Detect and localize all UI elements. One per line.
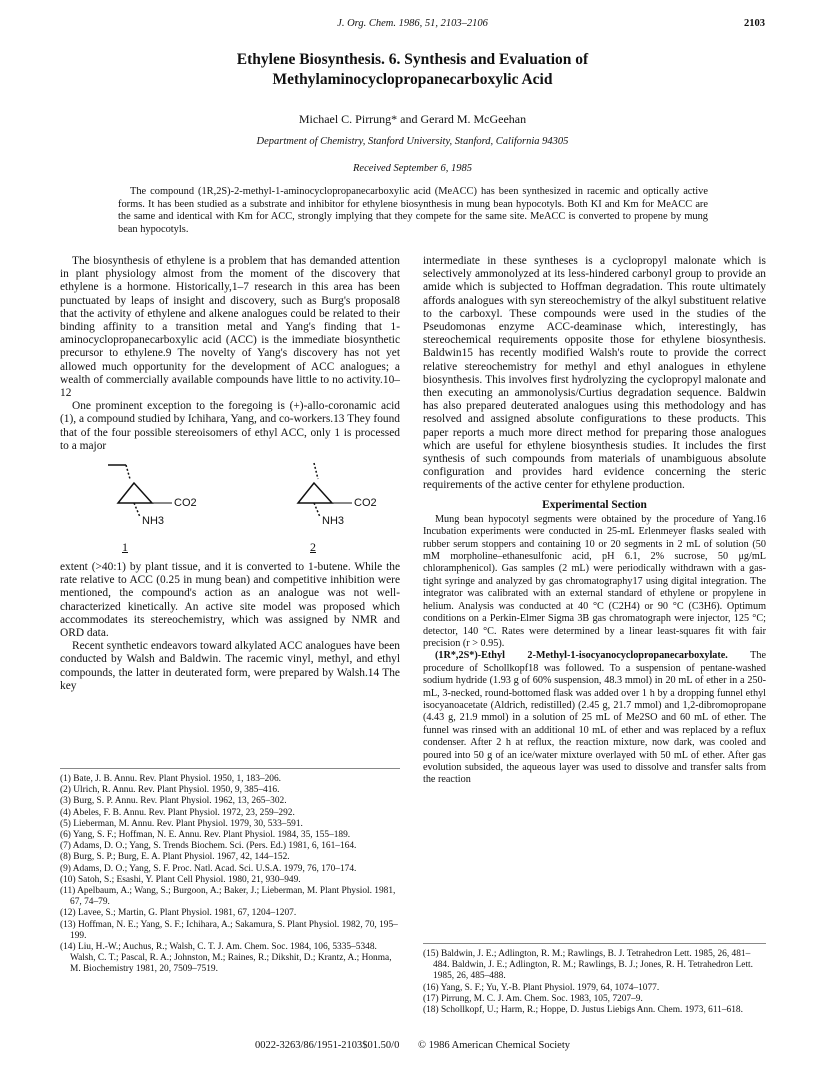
reference-item: (9) Adams, D. O.; Yang, S. F. Proc. Natl. Acad. Sci. U.S.A. 1979, 76, 170–174. bbox=[60, 863, 357, 874]
paragraph: The biosynthesis of ethylene is a problem that has demanded attention in plant physiology almost from the moment of the discovery that ethylene is a hormone. Historically,1–7 research in this area has been punctuated by leaps of insight and discovery, such as Burg's proposal8 that the activity of ethylene and alkene analogues could be related to their binding affinity to a transition metal and Yang's finding that 1-aminocyclopropanecarboxylic acid (ACC) is the immediate biosynthetic precursor to ethylene.9 The novelty of Yang's discovery has not yet allowed much opportunity for the development of ACC analogues; a wealth of commercially available compounds have little to no activity.10–12 bbox=[60, 255, 400, 400]
ammonium-label-2: NH3 bbox=[322, 515, 345, 528]
reference-item: (1) Bate, J. B. Annu. Rev. Plant Physiol. 1950, 1, 183–206. bbox=[60, 774, 282, 784]
title-line-2: Methylaminocyclopropanecarboxylic Acid bbox=[272, 71, 553, 88]
reference-item: (8) Burg, S. P.; Burg, E. A. Plant Physiol. 1967, 42, 144–152. bbox=[60, 852, 290, 863]
ammonium-label-1: NH3 bbox=[142, 515, 165, 528]
affiliation: Department of Chemistry, Stanford University, Stanford, California 94305 bbox=[256, 136, 569, 147]
paragraph bbox=[423, 650, 766, 786]
paragraph: Mung bean hypocotyl segments were obtained by the procedure of Yang.16 Incubation experiments were conducted in 25-mL Erlenmeyer flasks sealed with rubber serum stoppers and containing 10 or 20 segments in 2 mL of solution (50 mM morpholine–ethanesulfonic acid, pH 6.1, 2% sucrose, 50 μg/mL chloramphenicol). Gas samples (2 mL) were periodically withdrawn with a gas-tight syringe and analyzed by gas chromatography17 using digital integration. The integrator was calibrated with an external standard of ethylene or propylene in helium. Analysis was conducted at 40 °C (C2H4) or 90 °C (C3H6). Optimum conditions on a Perkin-Elmer Sigma 3B gas chromatograph were injector, 125 °C; detector, 140 °C. Rates were determined by a linear least-squares fit with fair precision (r > 0.95). bbox=[423, 513, 766, 649]
paragraph: extent (>40:1) by plant tissue, and it is converted to 1-butene. While the rate relative to ACC (0.25 in mung bean) and competitive inhibition were mentioned, the compound's action as an analogue was not well-characterized kinetically. An active site model was proposed which accommodates its stereochemistry, which was assigned by NMR and ORD data. bbox=[60, 561, 400, 640]
carboxylate-label-1: CO2 bbox=[174, 497, 197, 510]
reference-item: (3) Burg, S. P. Annu. Rev. Plant Physiol. 1962, 13, 265–302. bbox=[60, 796, 287, 807]
abstract: The compound (1R,2S)-2-methyl-1-aminocyclopropanecarboxylic acid (MeACC) has been synthesized in racemic and optically active forms. It has been studied as a substrate and inhibitor for ethylene biosynthesis in mung bean hypocotyls. Both KI and Km for MeACC are the same and identical with Km for ACC, strongly implying that they compete for the same site. MeACC is converted to propene by mung bean hypocotyls. bbox=[118, 186, 708, 235]
page-number: 2103 bbox=[744, 18, 765, 29]
references-right bbox=[423, 943, 766, 1016]
reference-item: (15) Baldwin, J. E.; Adlington, R. M.; Rawlings, B. J. Tetrahedron Lett. 1985, 26, 481–484. Baldwin, J. E.; Adlington, R. M.; Rawlings, B. J.; Jones, R. H. Tetrahedron Lett. 1985, 26, 485–488. bbox=[423, 949, 753, 982]
structure-2 bbox=[298, 463, 352, 517]
reference-item: (16) Yang, S. F.; Yu, Y.-B. Plant Physiol. 1979, 64, 1074–1077. bbox=[423, 982, 660, 993]
title-line-1: Ethylene Biosynthesis. 6. Synthesis and Evaluation of bbox=[236, 51, 589, 68]
received-date: Received September 6, 1985 bbox=[353, 163, 472, 174]
reference-item: (14) Liu, H.-W.; Auchus, R.; Walsh, C. T. J. Am. Chem. Soc. 1984, 106, 5335–5348. Walsh, C. T.; Pascal, R. A.; Johnston, M.; Raines, R.; Dikshit, D.; Krantz, A.; Honma, M. Biochemistry 1981, 20, 7509–7519. bbox=[60, 942, 392, 975]
reference-item: (12) Lavee, S.; Martin, G. Plant Physiol. 1981, 67, 1204–1207. bbox=[60, 908, 297, 919]
authors: Michael C. Pirrung* and Gerard M. McGeehan bbox=[298, 112, 527, 126]
reference-item: (18) Schollkopf, U.; Harm, R.; Hoppe, D. Justus Liebigs Ann. Chem. 1973, 611–618. bbox=[423, 1005, 743, 1016]
paragraph-text: The procedure of Schollkopf18 was followed. To a suspension of pentane-washed sodium hydride (1.93 g of 60% suspension, 48.3 mmol) in 20 mL of ether in a 250-mL, 3-necked, round-bottomed flask was added over 1 h by a dropping funnel ethyl isocyanoacetate (Aldrich, redistilled) (2.45 g, 21.7 mmol) and 1,2-dibromopropane (4.43 g, 21.9 mmol) in a solution of 25 mL of Me2SO and 60 mL of ether. The funnel was rinsed with an additional 10 mL of ether and was replaced by a reflux condenser. After 2 h at reflux, the reaction mixture, now dark, was cooled and poured into 50 g of an ice/water mixture overlayed with 50 mL of ether. After gas evolution subsided, the aqueous layer was used to dissolve and transfer salts from the reaction bbox=[423, 650, 766, 786]
article-title bbox=[60, 50, 765, 90]
reference-item: (4) Abeles, F. B. Annu. Rev. Plant Physiol. 1972, 23, 259–292. bbox=[60, 807, 295, 818]
compound-number-1: 1 bbox=[122, 540, 128, 555]
reference-item: (2) Ulrich, R. Annu. Rev. Plant Physiol. 1950, 9, 385–416. bbox=[60, 785, 280, 796]
section-heading: Experimental Section bbox=[542, 498, 647, 511]
reference-item: (6) Yang, S. F.; Hoffman, N. E. Annu. Rev. Plant Physiol. 1984, 35, 155–189. bbox=[60, 830, 351, 841]
compound-heading: (1R*,2S*)-Ethyl 2-Methyl-1-isocyanocyclopropanecarboxylate. bbox=[435, 650, 728, 662]
reference-item: (17) Pirrung, M. C. J. Am. Chem. Soc. 1983, 105, 7207–9. bbox=[423, 993, 643, 1004]
structure-figure bbox=[60, 457, 400, 559]
reference-item: (11) Apelbaum, A.; Wang, S.; Burgoon, A.; Baker, J.; Lieberman, M. Plant Physiol. 1981, 67, 74–79. bbox=[60, 886, 396, 908]
structure-1 bbox=[108, 465, 172, 517]
reference-item: (7) Adams, D. O.; Yang, S. Trends Biochem. Sci. (Pers. Ed.) 1981, 6, 161–164. bbox=[60, 841, 357, 852]
reference-item: (10) Satoh, S.; Esashi, Y. Plant Cell Physiol. 1980, 21, 930–949. bbox=[60, 874, 301, 885]
right-column bbox=[423, 255, 766, 787]
reference-item: (5) Lieberman, M. Annu. Rev. Plant Physiol. 1979, 30, 533–591. bbox=[60, 818, 303, 829]
page-footer bbox=[60, 1040, 765, 1051]
left-column bbox=[60, 255, 400, 693]
carboxylate-label-2: CO2 bbox=[354, 497, 377, 510]
journal-citation: J. Org. Chem. 1986, 51, 2103–2106 bbox=[337, 18, 488, 29]
compound-number-2: 2 bbox=[310, 540, 316, 555]
structures-drawing bbox=[60, 457, 400, 559]
paragraph: One prominent exception to the foregoing is (+)-allo-coronamic acid (1), a compound studied by Ichihara, Yang, and co-workers.13 They found that of the four possible stereoisomers of ethyl ACC, only 1 is processed to a major bbox=[60, 400, 400, 452]
paragraph: Recent synthetic endeavors toward alkylated ACC analogues have been conducted by Walsh and Baldwin. The racemic vinyl, methyl, and ethyl compounds, the latter in deuterated form, were prepared by Walsh.14 The key bbox=[60, 640, 400, 692]
copyright: © 1986 American Chemical Society bbox=[417, 1040, 571, 1051]
running-header bbox=[60, 18, 765, 34]
paragraph: intermediate in these syntheses is a cyclopropyl malonate which is selectively ammonolyzed at its less-hindered carbonyl group to provide an amide which is subjected to Hoffman degradation. This route ultimately affords analogues with syn stereochemistry of the alkyl substituent relative to the carboxyl. These compounds were used in the studies of the Pseudomonas enzyme ACC-deaminase which, interestingly, has stereochemical requirements opposite those for ethylene biosynthesis. Baldwin15 has recently modified Walsh's route to provide the correct relative stereochemistry for methyl and ethyl analogues in ethylene biosynthesis. This involves first hydrolyzing the cyclopropyl malonate and then executing an ammonolysis/Curtius degradation sequence. Baldwin has also prepared deuterated analogues using this methodology and has resolved and assigned absolute configurations to these products. This paper reports a much more direct method for preparing those analogues which are useful for ethylene biosynthesis studies. It includes the first synthesis of such compounds from materials of unambiguous absolute configuration and provides hard evidence concerning the steric requirements of the active center for ethylene production. bbox=[423, 255, 766, 492]
article-code: 0022-3263/86/1951-2103$01.50/0 bbox=[254, 1040, 400, 1051]
references-left bbox=[60, 768, 400, 976]
reference-item: (13) Hoffman, N. E.; Yang, S. F.; Ichihara, A.; Sakamura, S. Plant Physiol. 1982, 70, 195–199. bbox=[60, 919, 398, 941]
